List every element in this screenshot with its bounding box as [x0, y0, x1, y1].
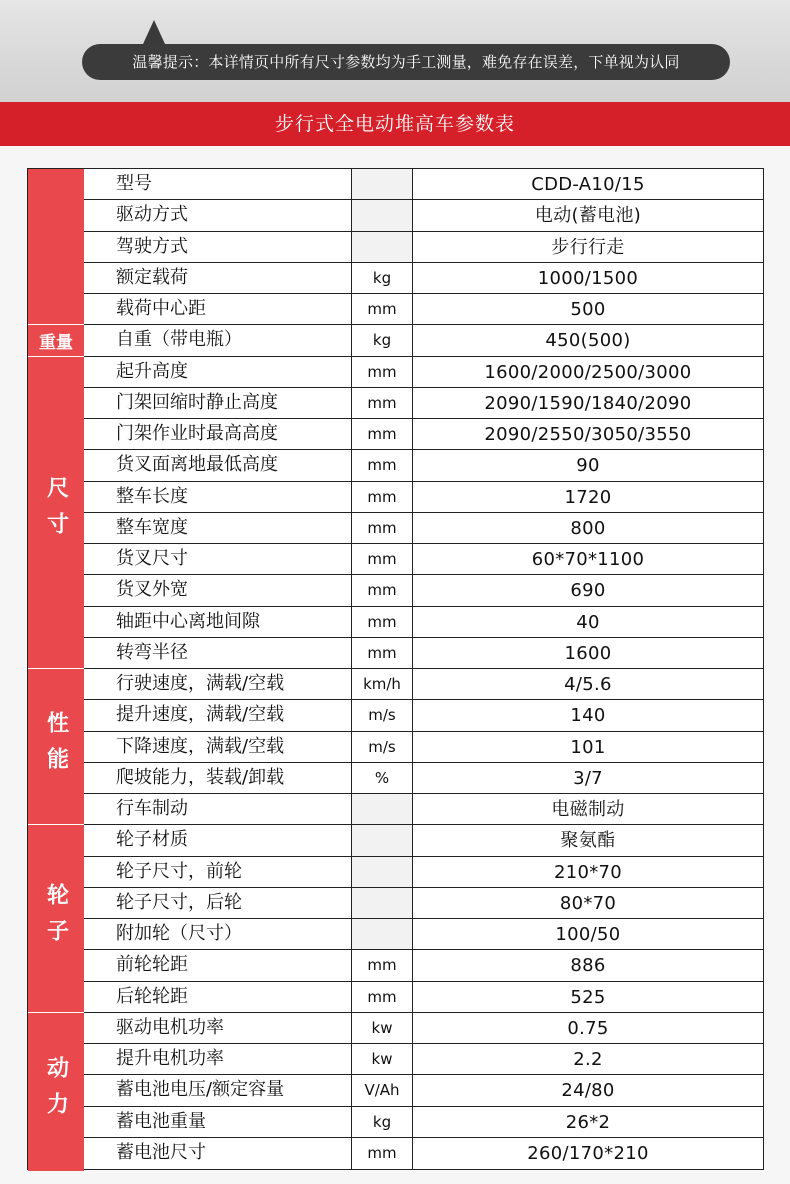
- param-unit: mm: [352, 357, 413, 387]
- param-name: 载荷中心距: [84, 294, 352, 324]
- table-row: [84, 732, 763, 763]
- param-unit: mm: [352, 294, 413, 324]
- table-row: [84, 794, 763, 825]
- table-row: [84, 232, 763, 263]
- param-value: 0.75: [567, 1017, 609, 1039]
- table-row: [84, 513, 763, 544]
- param-name: 蓄电池电压/额定容量: [84, 1075, 352, 1105]
- param-name: 蓄电池尺寸: [84, 1138, 352, 1169]
- table-row: [84, 450, 763, 481]
- param-name: 下降速度，满载/空载: [84, 732, 352, 762]
- param-value: 210*70: [553, 861, 623, 883]
- param-unit: [352, 857, 413, 887]
- param-name: 转弯半径: [84, 638, 352, 668]
- table-row: [84, 825, 763, 856]
- param-unit: V/Ah: [352, 1075, 413, 1105]
- table-row: [84, 294, 763, 325]
- param-value: 90: [576, 455, 600, 477]
- table-row: [84, 357, 763, 388]
- param-unit: [352, 169, 413, 199]
- param-unit: [352, 825, 413, 855]
- table-row: [84, 919, 763, 950]
- param-value: 80*70: [559, 892, 617, 914]
- param-value: 1000/1500: [537, 267, 639, 289]
- param-unit: kw: [352, 1013, 413, 1043]
- param-value: 1600/2000/2500/3000: [484, 361, 692, 383]
- category-performance-label: 性能: [43, 710, 69, 783]
- param-value: 260/170*210: [527, 1142, 649, 1164]
- param-name: 提升电机功率: [84, 1044, 352, 1074]
- param-unit: mm: [352, 482, 413, 512]
- table-row: [84, 638, 763, 669]
- param-value: 140: [570, 705, 606, 727]
- param-name: 行车制动: [84, 794, 352, 824]
- param-unit: mm: [352, 544, 413, 574]
- table-title: 步行式全电动堆高车参数表: [0, 102, 790, 146]
- param-name: 门架回缩时静止高度: [84, 388, 352, 418]
- category-wheels-label: 轮子: [43, 882, 69, 955]
- param-name: 型号: [84, 169, 352, 199]
- param-value: 步行行走: [551, 236, 625, 258]
- param-value: 800: [570, 517, 606, 539]
- table-row: [84, 607, 763, 638]
- param-name: 货叉外宽: [84, 575, 352, 605]
- param-value: 886: [570, 955, 606, 977]
- param-value: 450(500): [545, 330, 631, 352]
- param-unit: [352, 888, 413, 918]
- table-row: [84, 1013, 763, 1044]
- table-row: [84, 1044, 763, 1075]
- param-name: 货叉面离地最低高度: [84, 450, 352, 480]
- param-value: 聚氨酯: [560, 830, 616, 852]
- table-row: [84, 888, 763, 919]
- param-name: 驱动方式: [84, 200, 352, 230]
- param-value: CDD-A10/15: [531, 174, 645, 195]
- param-name: 额定载荷: [84, 263, 352, 293]
- notice-pointer-icon: [143, 20, 165, 44]
- param-unit: mm: [352, 575, 413, 605]
- param-unit: kg: [352, 325, 413, 355]
- param-name: 轴距中心离地间隙: [84, 607, 352, 637]
- table-row: [84, 982, 763, 1013]
- param-value: 1600: [564, 642, 612, 664]
- table-row: [84, 1107, 763, 1138]
- param-unit: kg: [352, 1107, 413, 1137]
- table-row: [84, 263, 763, 294]
- param-unit: mm: [352, 950, 413, 980]
- param-unit: mm: [352, 1138, 413, 1169]
- param-value: 24/80: [561, 1080, 615, 1102]
- category-blank: [28, 169, 84, 325]
- table-row: [84, 1075, 763, 1106]
- param-name: 整车宽度: [84, 513, 352, 543]
- param-value: 690: [570, 580, 606, 602]
- param-unit: m/s: [352, 732, 413, 762]
- param-unit: %: [352, 763, 413, 793]
- param-unit: mm: [352, 450, 413, 480]
- param-value: 40: [576, 611, 600, 633]
- param-name: 后轮轮距: [84, 982, 352, 1012]
- table-row: [84, 325, 763, 356]
- category-wheels: [28, 825, 84, 1013]
- table-row: [84, 419, 763, 450]
- category-power-label: 动力: [43, 1055, 69, 1128]
- param-name: 轮子材质: [84, 825, 352, 855]
- table-row: [84, 763, 763, 794]
- param-value: 3/7: [573, 767, 603, 789]
- param-value: 26*2: [565, 1111, 611, 1133]
- param-name: 前轮轮距: [84, 950, 352, 980]
- table-row: [84, 700, 763, 731]
- param-name: 自重（带电瓶）: [84, 325, 352, 355]
- category-weight-label: 重量: [39, 332, 73, 353]
- table-row: [84, 857, 763, 888]
- category-size-label: 尺寸: [43, 476, 69, 549]
- param-name: 起升高度: [84, 357, 352, 387]
- param-value: 60*70*1100: [531, 549, 645, 570]
- category-size: [28, 357, 84, 670]
- category-power: [28, 1013, 84, 1171]
- param-name: 提升速度，满载/空载: [84, 700, 352, 730]
- param-value: 2090/1590/1840/2090: [484, 392, 692, 414]
- param-name: 附加轮（尺寸）: [84, 919, 352, 949]
- parameter-table: [27, 168, 764, 1170]
- param-unit: [352, 794, 413, 824]
- param-unit: mm: [352, 638, 413, 668]
- param-value: 2.2: [573, 1049, 603, 1070]
- param-name: 驾驶方式: [84, 232, 352, 262]
- param-unit: mm: [352, 982, 413, 1012]
- param-value: 500: [570, 299, 606, 320]
- category-performance: [28, 669, 84, 825]
- param-name: 爬坡能力，装载/卸载: [84, 763, 352, 793]
- table-row: [84, 482, 763, 513]
- param-name: 驱动电机功率: [84, 1013, 352, 1043]
- param-value: 电磁制动: [551, 799, 625, 820]
- param-unit: mm: [352, 513, 413, 543]
- table-row: [84, 950, 763, 981]
- param-unit: kw: [352, 1044, 413, 1074]
- param-value: 2090/2550/3050/3550: [484, 424, 692, 445]
- param-name: 货叉尺寸: [84, 544, 352, 574]
- param-unit: kg: [352, 263, 413, 293]
- param-unit: m/s: [352, 700, 413, 730]
- param-unit: [352, 919, 413, 949]
- param-value: 525: [570, 986, 606, 1008]
- notice-banner: 温馨提示：本详情页中所有尺寸参数均为手工测量，难免存在误差，下单视为认同: [82, 44, 730, 80]
- table-row: [84, 544, 763, 575]
- table-row: [84, 169, 763, 200]
- param-name: 整车长度: [84, 482, 352, 512]
- param-unit: mm: [352, 419, 413, 449]
- table-row: [84, 575, 763, 606]
- table-row: [84, 1138, 763, 1169]
- param-unit: km/h: [352, 669, 413, 699]
- table-row: [84, 388, 763, 419]
- category-column: [28, 169, 84, 1169]
- param-value: 4/5.6: [564, 674, 612, 695]
- param-value: 1720: [564, 486, 612, 508]
- table-rows: [84, 169, 763, 1169]
- param-name: 门架作业时最高高度: [84, 419, 352, 449]
- param-name: 轮子尺寸，前轮: [84, 857, 352, 887]
- param-name: 行驶速度，满载/空载: [84, 669, 352, 699]
- param-value: 100/50: [555, 924, 621, 945]
- param-unit: mm: [352, 607, 413, 637]
- category-weight: [28, 325, 84, 356]
- param-unit: [352, 232, 413, 262]
- param-name: 蓄电池重量: [84, 1107, 352, 1137]
- param-value: 101: [570, 736, 606, 758]
- param-name: 轮子尺寸，后轮: [84, 888, 352, 918]
- table-row: [84, 200, 763, 231]
- table-row: [84, 669, 763, 700]
- param-unit: mm: [352, 388, 413, 418]
- param-unit: [352, 200, 413, 230]
- param-value: 电动(蓄电池): [534, 205, 642, 227]
